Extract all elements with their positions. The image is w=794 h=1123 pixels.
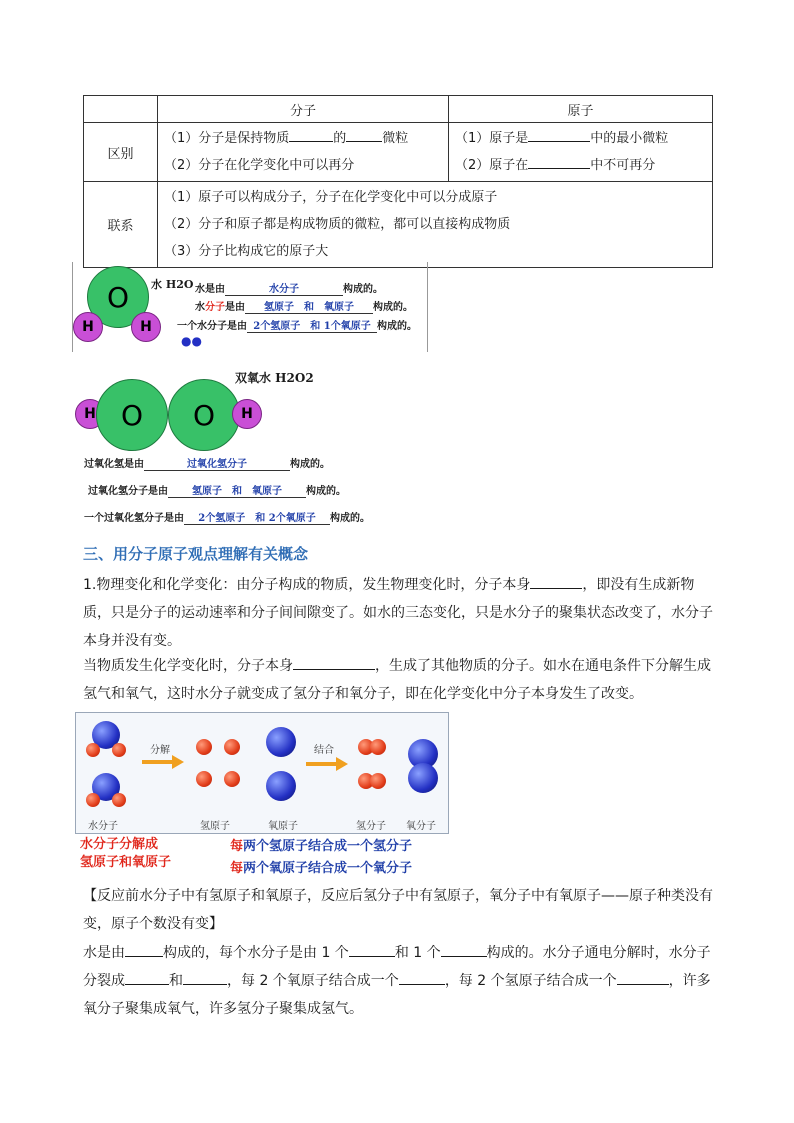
hydrogen-atom bbox=[370, 739, 386, 755]
text: 当物质发生化学变化时，分子本身 bbox=[83, 658, 293, 674]
text: 的 bbox=[333, 131, 347, 146]
hydrogen-atom bbox=[370, 773, 386, 789]
section-title: 三、用分子原子观点理解有关概念 bbox=[83, 545, 309, 563]
text: （1）原子是 bbox=[455, 131, 529, 146]
diff-atom-cell bbox=[449, 123, 713, 182]
col-header-molecule: 分子 bbox=[158, 96, 449, 123]
h2o2-line-2 bbox=[88, 482, 346, 498]
water-title: 水 H2O bbox=[151, 278, 194, 291]
hydrogen-atom-ball: H bbox=[73, 312, 103, 342]
paragraph-physical-change bbox=[83, 571, 713, 655]
text: 构成的，每个水分子是由 1 个 bbox=[163, 945, 349, 961]
blank bbox=[441, 944, 487, 957]
electron-dots: ●● bbox=[181, 334, 202, 348]
diff-atom-line-1 bbox=[455, 125, 706, 152]
molecule-atom-table bbox=[83, 95, 713, 268]
answer-atom-counts: 2个氢原子 和 2个氧原子 bbox=[184, 509, 330, 525]
arrow-right-icon bbox=[306, 757, 348, 771]
blank bbox=[349, 944, 395, 957]
text: 每 bbox=[230, 861, 244, 876]
hydrogen-atom bbox=[86, 743, 100, 757]
paragraph-conservation-note: 【反应前水分子中有氢原子和氧原子，反应后氢分子中有氢原子，氧分子中有氧原子——原子种类没有变，原子个数没有变】 bbox=[83, 888, 713, 932]
text: 构成的。水分子通电分解时，水分子分裂成 bbox=[83, 945, 711, 989]
col-header-atom: 原子 bbox=[449, 96, 713, 123]
diff-molecule-line-2: （2）分子在化学变化中可以再分 bbox=[164, 158, 355, 173]
text: 1.物理变化和化学变化：由分子构成的物质，发生物理变化时，分子本身 bbox=[83, 577, 531, 593]
answer-h2o2-molecule: 过氧化氢分子 bbox=[144, 455, 290, 471]
hydrogen-atom bbox=[196, 771, 212, 787]
text: 构成的。 bbox=[373, 302, 413, 313]
hydrogen-atom bbox=[86, 793, 100, 807]
text: 中不可再分 bbox=[590, 158, 656, 173]
water-line-1 bbox=[195, 280, 383, 296]
highlight-text: 分子 bbox=[205, 302, 225, 313]
caption-oxygen-molecule: 氧分子 bbox=[406, 821, 436, 832]
text: 一个氧分子 bbox=[347, 861, 413, 876]
arrow-right-icon bbox=[142, 755, 184, 769]
text: 每 bbox=[230, 839, 244, 854]
blank bbox=[346, 129, 382, 142]
blue-caption bbox=[230, 836, 412, 880]
blank bbox=[399, 972, 445, 985]
hydrogen-atom-ball: H bbox=[75, 399, 105, 429]
text: 和 1 个 bbox=[394, 945, 441, 961]
text: 微粒 bbox=[382, 131, 409, 146]
text: 过氧化氢是由 bbox=[84, 459, 144, 470]
text: 水是由 bbox=[83, 945, 125, 961]
oxygen-atom bbox=[266, 771, 296, 801]
paragraph-fill-in bbox=[83, 939, 713, 1023]
hydrogen-atom bbox=[224, 771, 240, 787]
text: 一个过氧化氢分子是由 bbox=[84, 513, 184, 524]
diff-molecule-cell bbox=[158, 123, 449, 182]
blank bbox=[125, 944, 163, 957]
table-corner bbox=[84, 96, 158, 123]
caption-hydrogen-atom: 氢原子 bbox=[200, 821, 230, 832]
text: 构成的。 bbox=[343, 284, 383, 295]
red-caption bbox=[80, 836, 171, 872]
answer-h-and-o-atoms: 氢原子 和 氧原子 bbox=[168, 482, 306, 498]
hydrogen-atom bbox=[112, 793, 126, 807]
text: 两个氧原子结合成 bbox=[243, 861, 348, 876]
text: 构成的。 bbox=[330, 513, 370, 524]
hydrogen-atom bbox=[224, 739, 240, 755]
label-decompose: 分解 bbox=[150, 745, 170, 756]
oxygen-atom-ball: O bbox=[87, 266, 149, 328]
text: （2）原子在 bbox=[455, 158, 529, 173]
oxygen-atom bbox=[266, 727, 296, 757]
label-combine: 结合 bbox=[314, 745, 334, 756]
text: 是由 bbox=[225, 302, 245, 313]
caption-oxygen-atom: 氧原子 bbox=[268, 821, 298, 832]
text: ，许多氧分子聚集成氧气，许多氢分子聚集成氢气。 bbox=[83, 973, 711, 1017]
blank bbox=[528, 129, 590, 142]
text: 水 bbox=[195, 302, 205, 313]
red-caption-line: 氢原子和氧原子 bbox=[80, 855, 172, 870]
text: ，生成了其他物质的分子。如水在通电条件下分解生成氢气和氧气，这时水分子就变成了氢分子和氧分子，即在化学变化中分子本身发生了改变。 bbox=[83, 658, 711, 702]
oxygen-atom bbox=[408, 763, 438, 793]
blank bbox=[125, 972, 169, 985]
text: 两个氢原子结合成 bbox=[243, 839, 348, 854]
text: 水是由 bbox=[195, 284, 225, 295]
answer-h-and-o-atoms: 氢原子 和 氧原子 bbox=[245, 298, 373, 314]
red-caption-line: 水分子分解成 bbox=[80, 837, 159, 852]
hydrogen-atom bbox=[196, 739, 212, 755]
h2o2-molecule-figure bbox=[72, 365, 432, 530]
h2o2-line-3 bbox=[84, 509, 370, 525]
caption-hydrogen-molecule: 氢分子 bbox=[356, 821, 386, 832]
text: 和 bbox=[169, 973, 183, 989]
text: 过氧化氢分子是由 bbox=[88, 486, 168, 497]
diff-molecule-line-1 bbox=[164, 125, 442, 152]
answer-atom-counts: 2个氢原子 和 1个氧原子 bbox=[247, 317, 377, 333]
blue-caption-line bbox=[230, 836, 412, 858]
paragraph-chemical-change bbox=[83, 652, 713, 708]
water-electrolysis-diagram bbox=[75, 712, 449, 834]
text: ，即没有生成新物质，只是分子的运动速率和分子间间隙变了。如水的三态变化，只是水分子的聚集状态改变了，水分子本身并没有变。 bbox=[83, 577, 713, 649]
blank bbox=[183, 972, 227, 985]
hydrogen-atom bbox=[112, 743, 126, 757]
text: ，每 2 个氢原子结合成一个 bbox=[444, 973, 617, 989]
diff-atom-line-2 bbox=[455, 152, 706, 179]
oxygen-atom-ball: O bbox=[96, 379, 168, 451]
text: （1）分子是保持物质 bbox=[164, 131, 290, 146]
text: 构成的。 bbox=[290, 459, 330, 470]
blank bbox=[293, 657, 375, 670]
connection-cell bbox=[158, 182, 713, 268]
connection-line-3: （3）分子比构成它的原子大 bbox=[164, 244, 329, 259]
water-molecule-figure bbox=[72, 262, 428, 352]
oxygen-atom-ball: O bbox=[168, 379, 240, 451]
blank bbox=[289, 129, 333, 142]
hydrogen-atom-ball: H bbox=[232, 399, 262, 429]
row-label-difference: 区别 bbox=[84, 123, 158, 182]
h2o2-title: 双氧水 H2O2 bbox=[235, 371, 314, 385]
h2o2-line-1 bbox=[84, 455, 330, 471]
hydrogen-atom-ball: H bbox=[131, 312, 161, 342]
connection-line-1: （1）原子可以构成分子，分子在化学变化中可以分成原子 bbox=[164, 190, 498, 205]
text: 构成的。 bbox=[306, 486, 346, 497]
row-label-connection: 联系 bbox=[84, 182, 158, 268]
text: 一个水分子是由 bbox=[177, 321, 247, 332]
water-line-3 bbox=[177, 317, 417, 333]
blank bbox=[617, 972, 669, 985]
water-line-2 bbox=[195, 298, 413, 314]
blue-caption-line bbox=[230, 858, 412, 880]
text: ，每 2 个氧原子结合成一个 bbox=[227, 973, 399, 989]
blank bbox=[528, 156, 590, 169]
answer-water-molecule: 水分子 bbox=[225, 280, 343, 296]
blank bbox=[530, 576, 582, 589]
connection-line-2: （2）分子和原子都是构成物质的微粒，都可以直接构成物质 bbox=[164, 217, 511, 232]
caption-water-molecule: 水分子 bbox=[88, 821, 118, 832]
text: 构成的。 bbox=[377, 321, 417, 332]
text: 中的最小微粒 bbox=[590, 131, 669, 146]
text: 一个氢分子 bbox=[347, 839, 413, 854]
